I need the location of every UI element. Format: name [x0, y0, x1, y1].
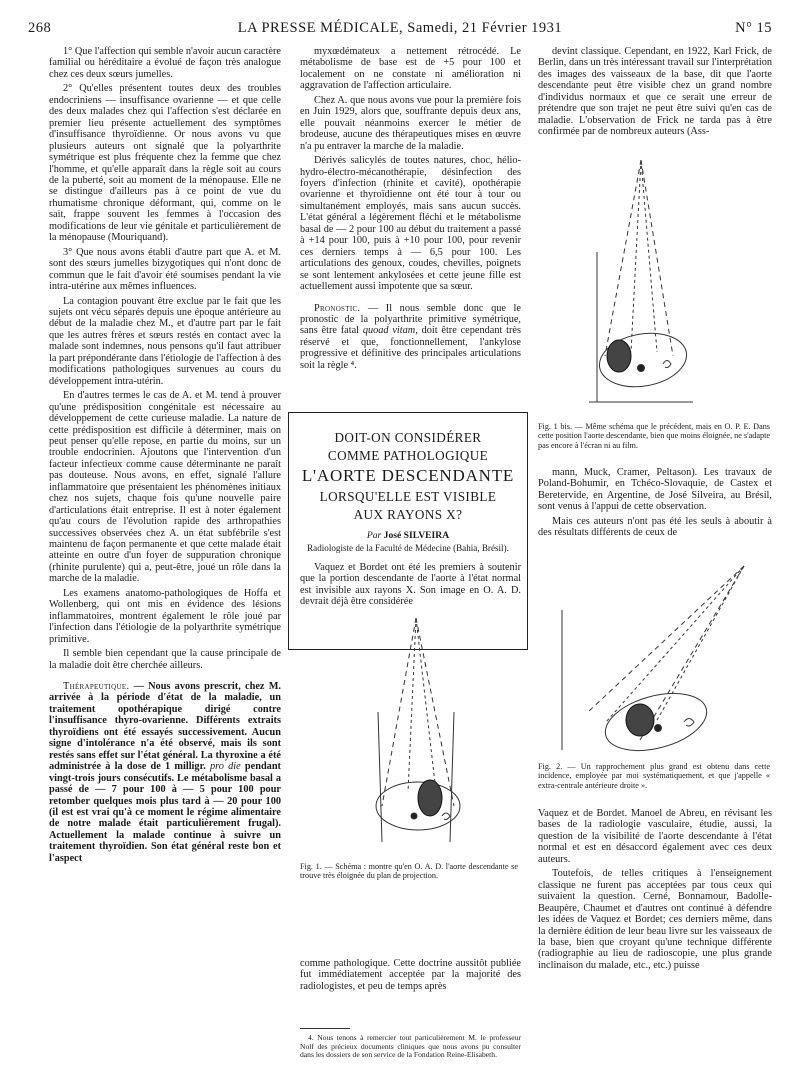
- paragraph: mann, Muck, Cramer, Peltason). Les travaux de Poland-Bohumir, en Tchéco-Slovaquie, de Castex et Beretervide, en Argentine, de José Silveira, au Brésil, sont venus à l'appui de cette observation.: [538, 467, 772, 513]
- footnote: [300, 1034, 521, 1060]
- page-number: 268: [28, 20, 52, 36]
- paragraph: Chez A. que nous avons vue pour la première fois en Juin 1929, alors que, souffrante depuis deux ans, elle pouvait néanmoins exercer le métier de brodeuse, aucune des thérapeutiques mises en œuvre n'a pu entraver la marche de la maladie.: [300, 94, 521, 152]
- paragraph: Dérivés salicylés de toutes natures, choc, hélio-hydro-électro-mécanothérapie, désinfection des foyers d'infection (rhinite et cavité), opothérapie ovarienne et thyroïdienne ont été tour à tour ou simultanément employés, mais sans aucun succès. L'état général a légèrement fléchi et le métabolisme basal de — 2 pour 100 au début du traitement a passé à +14 pour 100, puis à +10 pour 100, pour revenir ces derniers temps à — 6,5 pour 100. Les articulations des genoux, coudes, chevilles, poignets se sont lentement ankylosées et cette jeune fille est actuellement aussi impotente que sa sœur.: [300, 155, 521, 293]
- latin-term: quoad vitam: [362, 325, 416, 337]
- paragraph: Toutefois, de telles critiques à l'enseignement classique ne furent pas acceptées par tous ceux qui suivaient la question. Cerné, Bonnamour, Badolle-Beaupère, Chaumet et d'autres ont continué à défendre les idées de Vaquez et Bordet; ces derniers même, dans la dernière édition de leur beau livre sur les vaisseaux de la base, bien que croyant qu'une technique différente (radiographie au lieu de radioscopie, une plus grande inclinaison du malade, etc., etc.) puisse: [538, 868, 772, 971]
- column-middle-continued: [300, 958, 521, 992]
- issue-number: N° 15: [735, 20, 772, 36]
- column-right-bottom: [538, 808, 772, 971]
- paragraph-text: — Il nous semble donc que le pronostic de la polyarthrite primitive symétrique, sans être fatal: [300, 302, 521, 337]
- article-title-line: LORSQU'ELLE EST VISIBLE: [319, 489, 497, 504]
- paragraph: Il semble bien cependant que la cause principale de la maladie doit être cherchée ailleurs.: [49, 648, 281, 671]
- figure-1bis-caption: Fig. 1 bis. — Même schéma que le précédent, mais en O. P. E. Dans cette position l'aorte descendante, bien que moins éloignée, ne s'adapte pas encore à l'écran ni au film.: [538, 422, 770, 450]
- paragraph: La contagion pouvant être exclue par le fait que les sujets ont vécu séparés depuis une époque antérieure au début de la maladie chez M., et d'autre part par le fait que les autres frères et sœurs restés en contact avec la malade sont indemnes, nous pensons qu'il faut attribuer la part prépondérante dans l'étiologie de l'affection à des modifications pathologiques survenues au cours du développement intra-utérin.: [49, 295, 281, 387]
- author-affiliation: Radiologiste de la Faculté de Médecine (Bahia, Brésil).: [307, 543, 509, 553]
- author-name: José SILVEIRA: [383, 530, 450, 541]
- paragraph-text: pendant vingt-trois jours consécutifs. Le métabolisme basal a passé de — 7 pour 100 à — 5 pour 100 pour retomber quelques mois plus tard à — 20 pour 100 (il est est vrai qu'à ce moment le régime alimentaire de notre malade était particulièrement frugal). Actuellement la malade continue à suivre un traitement thyroïdien. Son état général reste bon et l'aspect: [49, 761, 281, 864]
- paragraph: En d'autres termes le cas de A. et M. tend à prouver qu'une prédisposition congénitale est nécessaire au développement de cette curieuse maladie. La nature de cette prédisposition est difficile à déterminer, mais on peut penser qu'elle repose, en partie du moins, sur un trouble endocrinien. Ajoutons que l'intervention d'un facteur infectieux comme cause déterminante ne paraît pas douteuse. Nous avons, en effet, signalé l'allure inflammatoire que présentaient les phénomènes initiaux chez nos sujets, chaque fois qu'une nouvelle paire d'articulations était entreprise. Il est à noter également qu'au cours de l'évolution rapide des arthropathies successives observées chez A. un état subfébrile s'est maintenu de façon permanente et que cette malade était atteinte en outre d'un foyer de suppuration chronique (rhinite purulente) qui a, peut-être, joué un rôle dans la marche de la maladie.: [49, 390, 281, 585]
- figure-1-diagram: [350, 616, 480, 852]
- therapeutique-paragraph: [49, 681, 281, 864]
- column-left: [49, 46, 281, 864]
- paragraph: Vaquez et de Bordet. Manoel de Abreu, en révisant les bases de la radiologie vasculaire, étudie, aussi, la question de la visibilité de l'aorte descendante à l'état normal et est en désaccord également avec ces deux auteurs.: [538, 808, 772, 865]
- column-middle: [300, 46, 521, 371]
- paragraph: comme pathologique. Cette doctrine aussitôt publiée fut immédiatement acceptée par la majorité des radiologistes, et peu de temps après: [300, 958, 521, 992]
- footnote-text: 4. Nous tenons à remercier tout particulièrement M. le professeur Nolf des précieux documents cliniques que nous avons pu consulter dans les dossiers de son service de la Fondation Reine-Elisabeth.: [300, 1033, 521, 1060]
- paragraph: 2° Qu'elles présentent toutes deux des troubles endocriniens — insuffisance ovarienne — et que celle des deux malades chez qui l'affection s'est déclarée en premier lieu présente actuellement des symptômes d'insuffisance thyroïdienne. Or nous avons vu que plusieurs auteurs ont signalé que la polyarthrite symétrique est plus fréquente chez la femme que chez l'homme, et qu'elle apparaît dans la règle soit au cours de la puberté, soit au moment de la ménopause. Elle ne se distingue d'ailleurs pas à ce point de vue du rhumatisme chronique déformant, qui, comme on le sait, frappe souvent les femmes à l'occasion des modifications de leur vie génitale et particulièrement de la ménopause (Mouriquand).: [49, 83, 281, 244]
- figure-2-caption: Fig. 2. — Un rapprochement plus grand est obtenu dans cette incidence, employée par moi systématiquement, et que j'appelle « extra-centrale antérieure droite ».: [538, 762, 770, 790]
- author-prefix: Par: [366, 530, 384, 541]
- paragraph-text: , doit être cependant très réservé et que, fonctionnellement, l'ankylose progressive et définitive des principales articulations soit la règle ⁴.: [300, 325, 521, 371]
- paragraph-text: — Nous avons prescrit, chez M. arrivée à la période d'état de la maladie, un traitement opothérapique dirigé contre l'insuffisance thyro-ovarienne. Différents extraits thyroïdiens ont été essayés successivement. Aucun signe d'intolérance n'a été observé, mais ils sont restés sans effet sur l'état général. La thyroxine a été administrée à la dose de 1 milligr.: [49, 681, 281, 773]
- paragraph: 1° Que l'affection qui semble n'avoir aucun caractère familial ou héréditaire a évolué de façon très analogue chez ces deux sœurs jumelles.: [49, 46, 281, 80]
- article-title-main: L'AORTE DESCENDANTE: [301, 466, 515, 485]
- figure-1-caption: Fig. 1. — Schéma : montre qu'en O. A. D. l'aorte descendante se trouve très éloignée du plan de projection.: [300, 862, 518, 881]
- figure-1bis-diagram: [575, 156, 715, 414]
- section-label: Pronostic.: [314, 302, 361, 314]
- paragraph: myxœdémateux a nettement rétrocédé. Le métabolisme de base est de +5 pour 100 et localement on ne constate ni amélioration ni aggravation de l'affection articulaire.: [300, 46, 521, 92]
- latin-term: pro die: [210, 761, 241, 773]
- page-header: [28, 20, 772, 38]
- article-title-line: DOIT-ON CONSIDÉRER: [334, 430, 482, 445]
- paragraph: Les examens anatomo-pathologiques de Hoffa et Wollenberg, qui ont mis en évidence des lésions inflammatoires, montrent également le rôle joué par l'infection dans l'étiologie de la polyarthrite symétrique primitive.: [49, 587, 281, 645]
- figure-2-diagram: [548, 562, 768, 758]
- column-right: [538, 46, 772, 138]
- article-title-box: [288, 412, 528, 650]
- article-title-line: AUX RAYONS X?: [353, 507, 463, 522]
- section-label: Thérapeutique.: [63, 681, 130, 693]
- paragraph: 3° Que nous avons établi d'autre part que A. et M. sont des sœurs jumelles bizygotiques qui n'ont donc de commun que le fait d'avoir été soumises pendant la vie intra-utérine aux mêmes influences.: [49, 246, 281, 293]
- paragraph: Mais ces auteurs n'ont pas été les seuls à aboutir à des résultats différents de ceux de: [538, 515, 772, 539]
- pronostic-paragraph: [300, 303, 521, 372]
- journal-title: LA PRESSE MÉDICALE, Samedi, 21 Février 1931: [237, 20, 563, 36]
- paragraph: Vaquez et Bordet ont été les premiers à soutenir que la portion descendante de l'aorte à l'état normal est invisible aux rayons X. Son image en O. A. D. devrait déjà être considérée: [300, 562, 521, 608]
- article-title-line: COMME PATHOLOGIQUE: [327, 448, 489, 463]
- article-intro: [300, 562, 521, 608]
- footnote-rule: [300, 1028, 350, 1029]
- paragraph: devint classique. Cependant, en 1922, Karl Frick, de Berlin, dans un très intéressant travail sur l'interprétation des images des vaisseaux de la base, dit que l'aorte descendante peut être visible chez un grand nombre d'individus normaux et que ce serait une erreur de prétendre que son trajet ne peut être suivi qu'en cas de maladie. L'observation de Frick ne tarda pas à être confirmée par de nombreux auteurs (Ass-: [538, 46, 772, 138]
- column-right-middle: [538, 467, 772, 539]
- article-author: [289, 530, 527, 541]
